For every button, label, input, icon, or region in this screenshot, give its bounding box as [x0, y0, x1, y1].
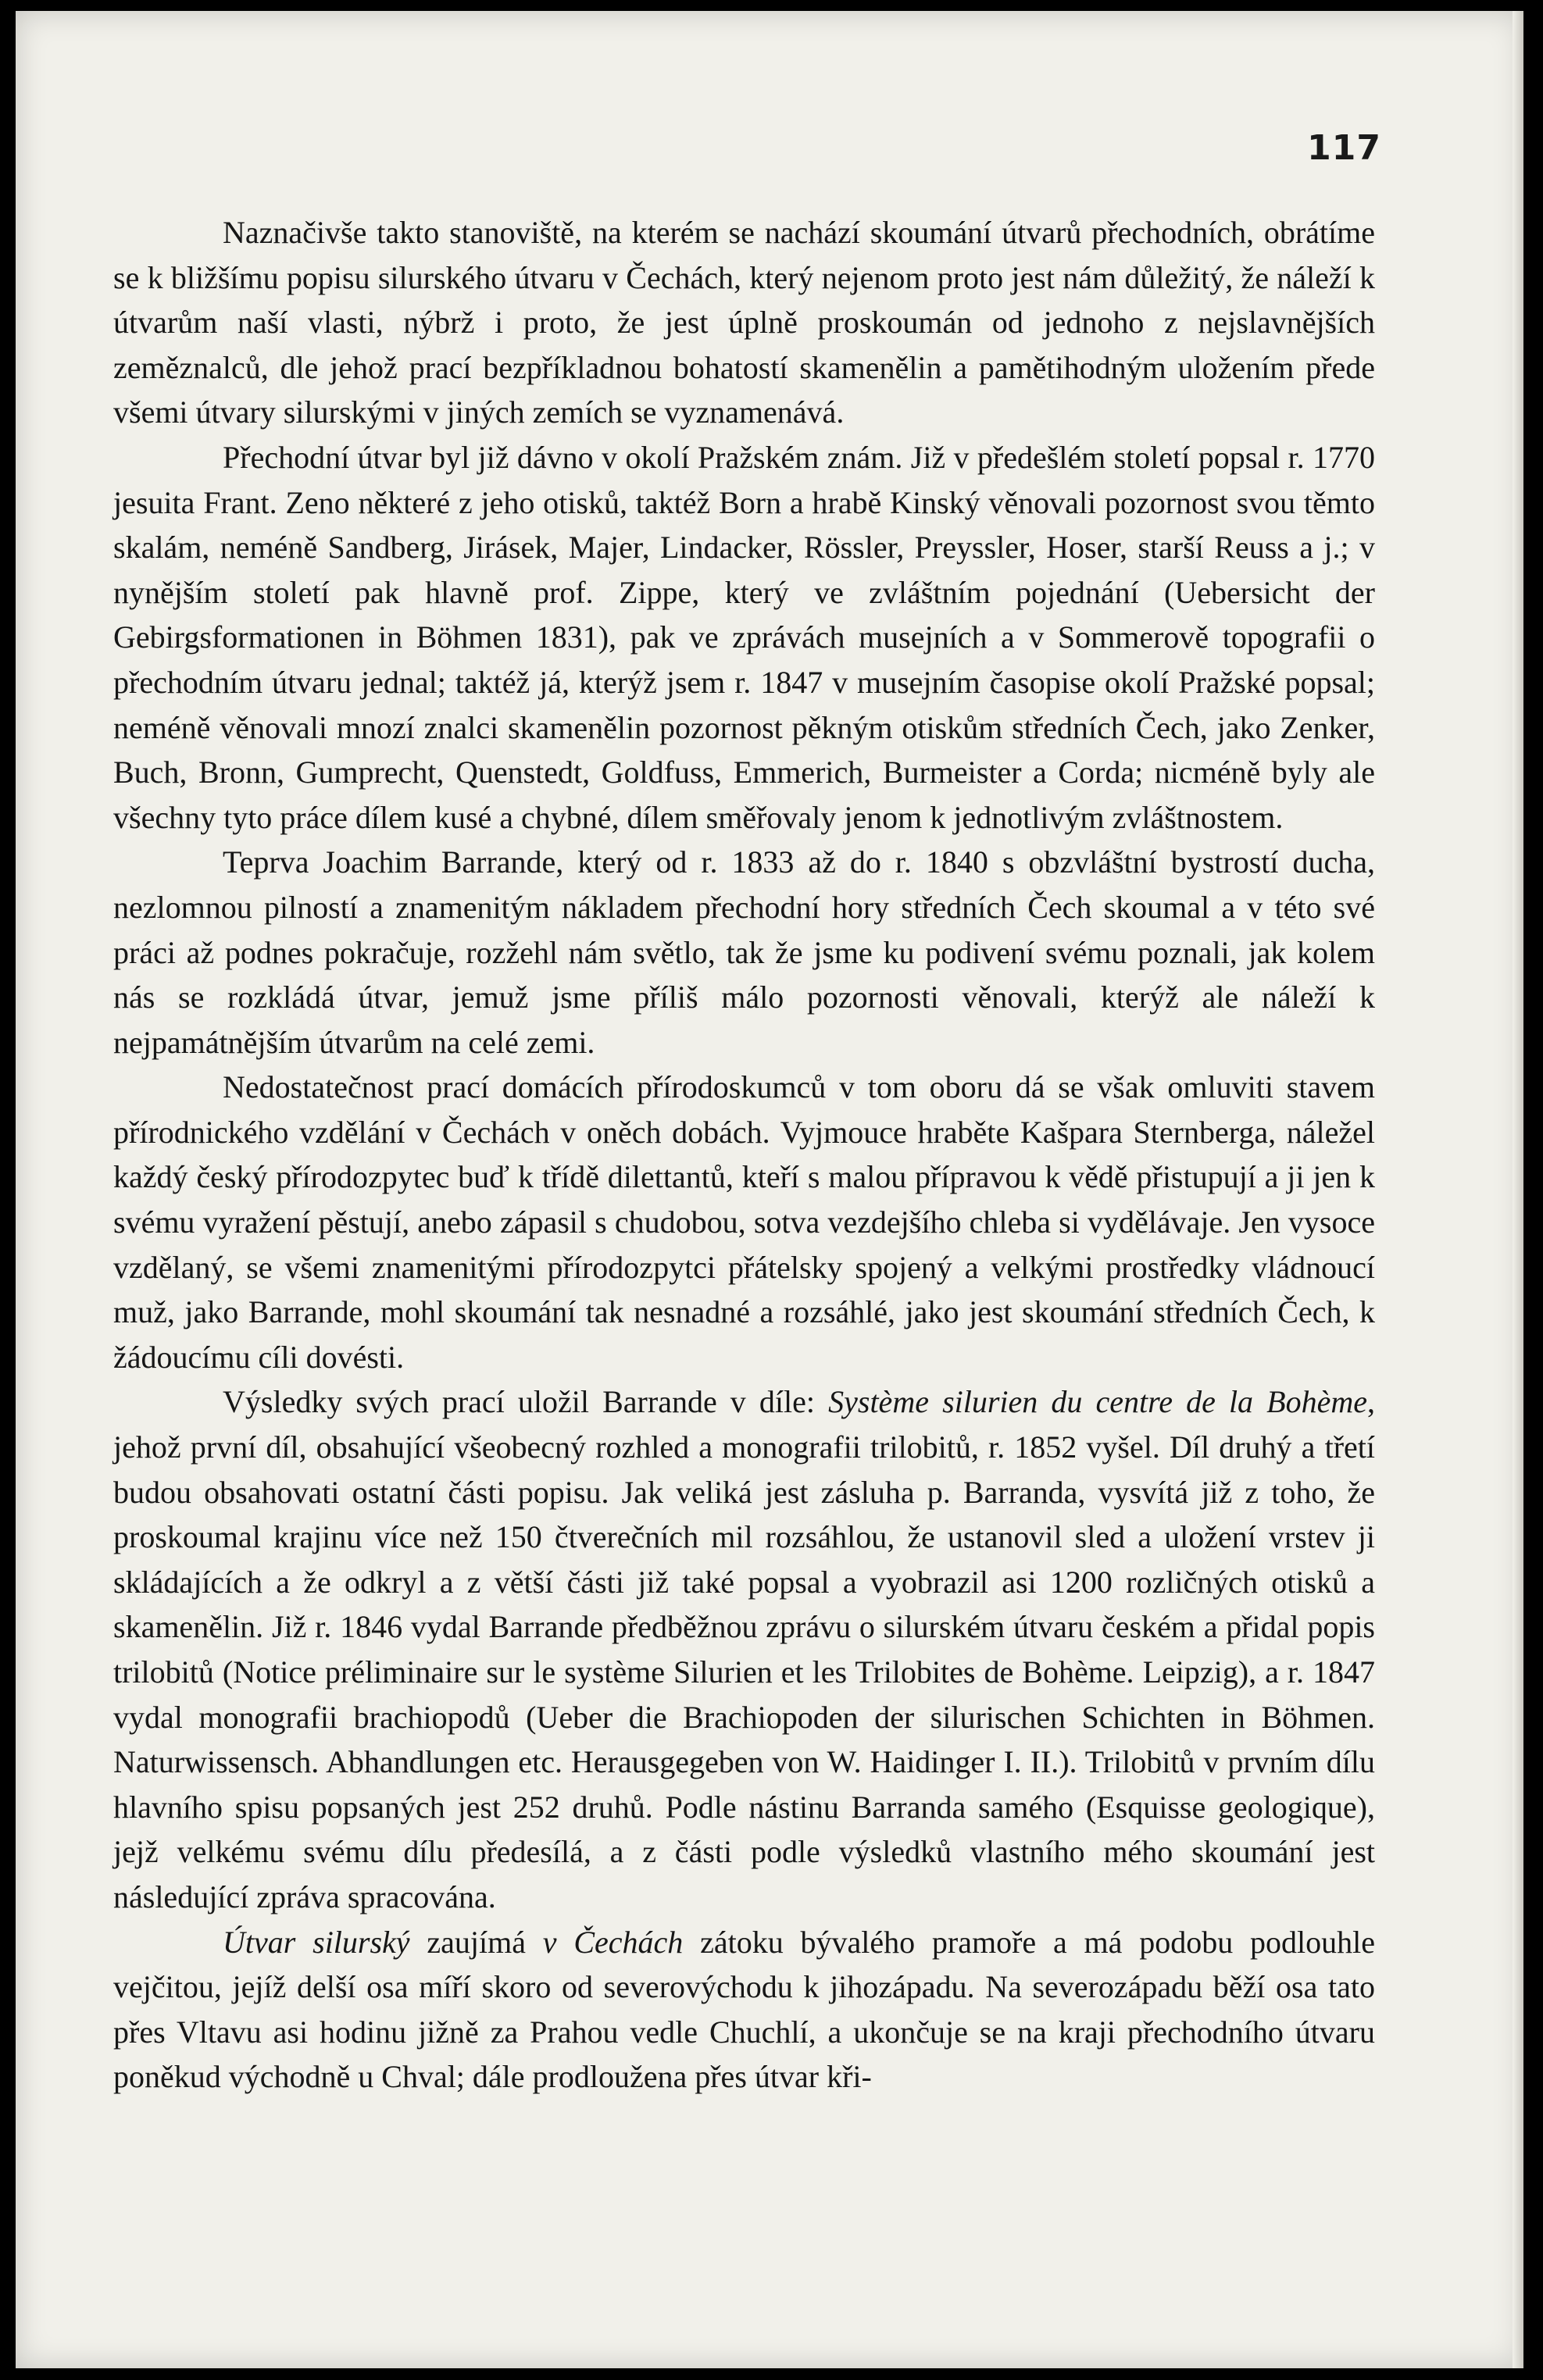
text-segment: Nedostatečnost prací domácích přírodoskumců v tom oboru dá se však omluviti stavem přírodnického vzdělání v Čechách v oněch dobách. Vyjmouce hraběte Kašpara Sternberga, náležel každý český přírodozpytec buď k třídě dilettantů, kteří s malou přípravou k vědě přistupují a ji jen k svému vyražení pěstují, anebo zápasil s chudobou, sotva vezdejšího chleba si vydělávaje. Jen vysoce vzdělaný, se všemi znamenitými přírodozpytci přátelsky spojený a velkými prostředky vládnoucí muž, jako Barrande, mohl skoumání tak nesnadné a rozsáhlé, jako jest skoumání středních Čech, k žádoucímu cíli dovésti. [113, 1069, 1375, 1375]
paragraph [113, 1920, 1375, 2100]
text-segment: Naznačivše takto stanoviště, na kterém se nachází skoumání útvarů přechodních, obrátíme se k bližšímu popisu silurského útvaru v Čechách, který nejenom proto jest nám důležitý, že náleží k útvarům naší vlasti, nýbrž i proto, že jest úplně proskoumán od jednoho z nejslavnějších zeměznalců, dle jehož prací bezpříkladnou bohatostí skamenělin a pamětihodným uložením přede všemi útvary silurskými v jiných zemích se vyznamenává. [113, 215, 1375, 430]
italic-text: Útvar silurský [223, 1924, 410, 1960]
paragraph [113, 1065, 1375, 1379]
paragraph [113, 1379, 1375, 1919]
body-text [113, 210, 1375, 2100]
page-number: 117 [1307, 128, 1381, 168]
paragraph [113, 435, 1375, 840]
paragraph [113, 210, 1375, 435]
text-segment: Výsledky svých prací uložil Barrande v díle: [223, 1384, 829, 1420]
italic-text: v Čechách [542, 1924, 684, 1960]
book-page [16, 11, 1523, 2368]
text-segment: zátoku bývalého pramoře a má podobu podlouhle vejčitou, jejíž delší osa míří skoro od severovýchodu k jihozápadu. Na severozápadu běží osa tato přes Vltavu asi hodinu jižně za Prahou vedle Chuchlí, a ukončuje se na kraji přechodního útvaru poněkud východně u Chval; dále prodloužena přes útvar kři- [113, 1924, 1375, 2095]
paragraph [113, 840, 1375, 1065]
text-segment: zaujímá [409, 1924, 543, 1960]
text-segment: Teprva Joachim Barrande, který od r. 1833 až do r. 1840 s obzvláštní bystrostí ducha, nezlomnou pilností a znamenitým nákladem přechodní hory středních Čech skoumal a v této své práci až podnes pokračuje, rozžehl nám světlo, tak že jsme ku podivení svému poznali, jak kolem nás se rozkládá útvar, jemuž jsme příliš málo pozornosti věnovali, kterýž ale náleží k nejpamátnějším útvarům na celé zemi. [113, 844, 1375, 1060]
text-segment: Přechodní útvar byl již dávno v okolí Pražském znám. Již v předešlém století popsal r. 1770 jesuita Frant. Zeno některé z jeho otisků, taktéž Born a hrabě Kinský věnovali pozornost svou těmto skalám, neméně Sandberg, Jirásek, Majer, Lindacker, Rössler, Preyssler, Hoser, starší Reuss a j.; v nynějším století pak hlavně prof. Zippe, který ve zvláštním pojednání (Uebersicht der Gebirgsformationen in Böhmen 1831), pak ve zprávách musejních a v Sommerově topografii o přechodním útvaru jednal; taktéž já, kterýž jsem r. 1847 v musejním časopise okolí Pražské popsal; neméně věnovali mnozí znalci skamenělin pozornost pěkným otiskům středních Čech, jako Zenker, Buch, Bronn, Gumprecht, Quenstedt, Goldfuss, Emmerich, Burmeister a Corda; nicméně byly ale všechny tyto práce dílem kusé a chybné, dílem směřovaly jenom k jednotlivým zvláštnostem. [113, 439, 1375, 835]
page-edge [1513, 11, 1523, 2368]
italic-text: Système silurien du centre de la Bohème [828, 1384, 1367, 1420]
text-segment: , jehož první díl, obsahující všeobecný rozhled a monografii trilobitů, r. 1852 vyšel. Díl druhý a třetí budou obsahovati ostatní části popisu. Jak veliká jest zásluha p. Barranda, vysvítá již z toho, že proskoumal krajinu více než 150 čtverečních mil rozsáhlou, že ustanovil sled a uložení vrstev ji skládajících a že odkryl a z větší části již také popsal a vyobrazil asi 1200 rozličných otisků a skamenělin. Již r. 1846 vydal Barrande předběžnou zprávu o silurském útvaru českém a přidal popis trilobitů (Notice préliminaire sur le système Silurien et les Trilobites de Bohème. Leipzig), a r. 1847 vydal monografii brachiopodů (Ueber die Brachiopoden der silurischen Schichten in Böhmen. Naturwissensch. Abhandlungen etc. Herausgegeben von W. Haidinger I. II.). Trilobitů v prvním dílu hlavního spisu popsaných jest 252 druhů. Podle nástinu Barranda samého (Esquisse geologique), jejž velkému svému dílu předesílá, a z části podle výsledků vlastního mého skoumání jest následující zpráva spracována. [113, 1384, 1375, 1914]
